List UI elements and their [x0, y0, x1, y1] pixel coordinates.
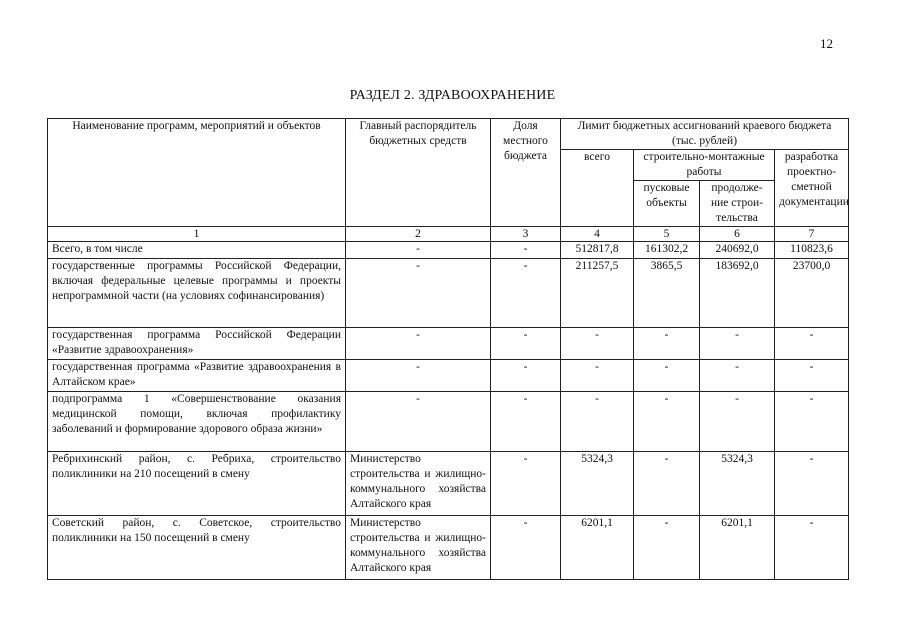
row-launch: - [634, 516, 700, 580]
row-local: - [491, 328, 561, 360]
row-name: Ребрихинский район, с. Ребриха, строительство поликлиники на 210 посещений в смену [48, 452, 346, 516]
section-title: РАЗДЕЛ 2. ЗДРАВООХРАНЕНИЕ [349, 88, 556, 103]
row-continued: 240692,0 [700, 242, 775, 259]
row-total: 5324,3 [561, 452, 634, 516]
column-number: 3 [491, 227, 561, 242]
row-total: - [561, 328, 634, 360]
row-total: 6201,1 [561, 516, 634, 580]
row-manager: - [346, 242, 491, 259]
row-design: - [775, 392, 849, 452]
row-design: 23700,0 [775, 259, 849, 328]
column-number: 7 [775, 227, 849, 242]
row-continued: - [700, 328, 775, 360]
budget-table [47, 118, 849, 580]
row-name: государственная программа Российской Федерации «Развитие здравоохранения» [48, 328, 346, 360]
header-manager: Главный распорядитель бюджетных средств [346, 119, 491, 227]
column-number: 5 [634, 227, 700, 242]
row-launch: - [634, 452, 700, 516]
row-name: подпрограмма 1 «Совершенствование оказания медицинской помощи, включая профилактику заболеваний и формирование здорового образа жизни» [48, 392, 346, 452]
row-total: - [561, 392, 634, 452]
header-limit: Лимит бюджетных ассигнований краевого бюджета (тыс. рублей) [561, 119, 849, 150]
row-local: - [491, 259, 561, 328]
header-total: всего [561, 150, 634, 227]
header-launch: пусковые объекты [634, 181, 700, 227]
row-launch: - [634, 328, 700, 360]
row-name: Всего, в том числе [48, 242, 346, 259]
header-construction: строительно-монтажные работы [634, 150, 775, 181]
row-design: 110823,6 [775, 242, 849, 259]
table-row [48, 259, 849, 328]
column-number: 2 [346, 227, 491, 242]
row-design: - [775, 516, 849, 580]
row-total: 211257,5 [561, 259, 634, 328]
row-launch: - [634, 360, 700, 392]
row-total: 512817,8 [561, 242, 634, 259]
table-row [48, 516, 849, 580]
column-numbers-row [48, 227, 849, 242]
row-design: - [775, 452, 849, 516]
table-row [48, 242, 849, 259]
table-row [48, 392, 849, 452]
row-manager: - [346, 360, 491, 392]
row-name: государственная программа «Развитие здравоохранения в Алтайском крае» [48, 360, 346, 392]
header-name: Наименование программ, мероприятий и объектов [48, 119, 346, 227]
row-manager: - [346, 259, 491, 328]
row-name: государственные программы Российской Федерации, включая федеральные целевые программы и проекты непрограммной части (на условиях софинансирования) [48, 259, 346, 328]
row-local: - [491, 242, 561, 259]
row-local: - [491, 392, 561, 452]
column-number: 6 [700, 227, 775, 242]
column-number: 4 [561, 227, 634, 242]
row-launch: - [634, 392, 700, 452]
row-name: Советский район, с. Советское, строительство поликлиники на 150 посещений в смену [48, 516, 346, 580]
row-design: - [775, 360, 849, 392]
row-continued: 5324,3 [700, 452, 775, 516]
row-continued: 6201,1 [700, 516, 775, 580]
row-local: - [491, 452, 561, 516]
header-design: разработка проектно-сметной документации [775, 150, 849, 227]
row-manager: Министерство строительства и жилищно-коммунального хозяйства Алтайского края [346, 516, 491, 580]
row-manager: - [346, 392, 491, 452]
row-manager: Министерство строительства и жилищно-коммунального хозяйства Алтайского края [346, 452, 491, 516]
row-design: - [775, 328, 849, 360]
table-row [48, 452, 849, 516]
header-continued: продолже-ние строи-тельства [700, 181, 775, 227]
row-continued: 183692,0 [700, 259, 775, 328]
column-number: 1 [48, 227, 346, 242]
row-local: - [491, 516, 561, 580]
row-continued: - [700, 392, 775, 452]
row-continued: - [700, 360, 775, 392]
table-row [48, 360, 849, 392]
row-total: - [561, 360, 634, 392]
row-manager: - [346, 328, 491, 360]
row-launch: 161302,2 [634, 242, 700, 259]
row-launch: 3865,5 [634, 259, 700, 328]
page-number: 12 [820, 36, 833, 51]
header-local-share: Доля местного бюджета [491, 119, 561, 227]
row-local: - [491, 360, 561, 392]
table-row [48, 328, 849, 360]
